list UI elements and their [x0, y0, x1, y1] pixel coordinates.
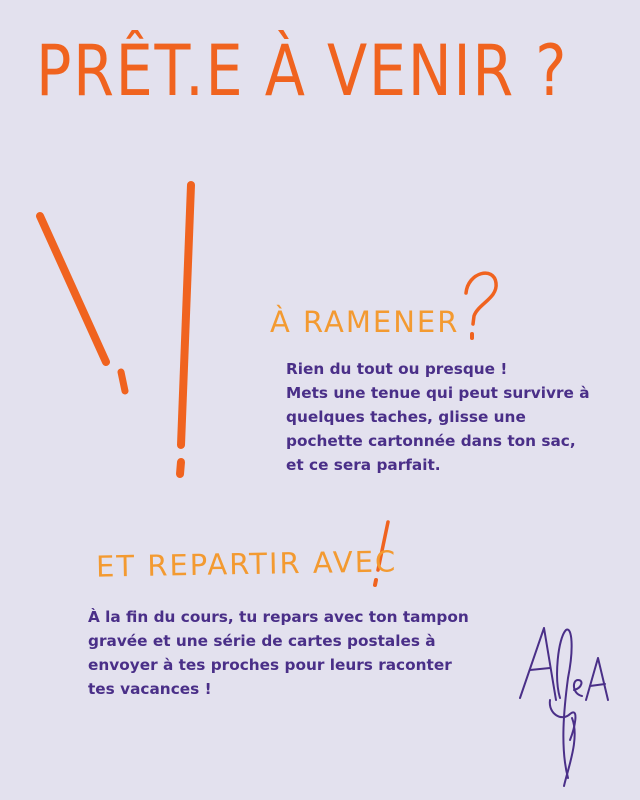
exclamation-right-icon — [180, 185, 191, 474]
question-mark-icon — [466, 273, 496, 338]
section-heading-bring: À RAMENER — [270, 305, 460, 339]
text-line: À la fin du cours, tu repars avec ton tampon — [88, 608, 469, 626]
text-line: envoyer à tes proches pour leurs raconter — [88, 656, 452, 674]
section-text-bring — [286, 357, 606, 477]
text-line: gravée et une série de cartes postales à — [88, 632, 436, 650]
page-title: PRÊT.E À VENIR ? — [36, 30, 569, 112]
section-text-leave — [88, 605, 508, 701]
text-line: Mets une tenue qui peut survivre à — [286, 384, 590, 402]
exclamation-left-icon — [40, 216, 125, 391]
text-line: pochette cartonnée dans ton sac, — [286, 432, 576, 450]
text-line: tes vacances ! — [88, 680, 212, 698]
text-line: et ce sera parfait. — [286, 456, 441, 474]
section-heading-leave: ET REPARTIR AVEC — [95, 544, 398, 584]
text-line: Rien du tout ou presque ! — [286, 360, 508, 378]
text-line: quelques taches, glisse une — [286, 408, 526, 426]
signature-logo-icon — [510, 618, 625, 790]
